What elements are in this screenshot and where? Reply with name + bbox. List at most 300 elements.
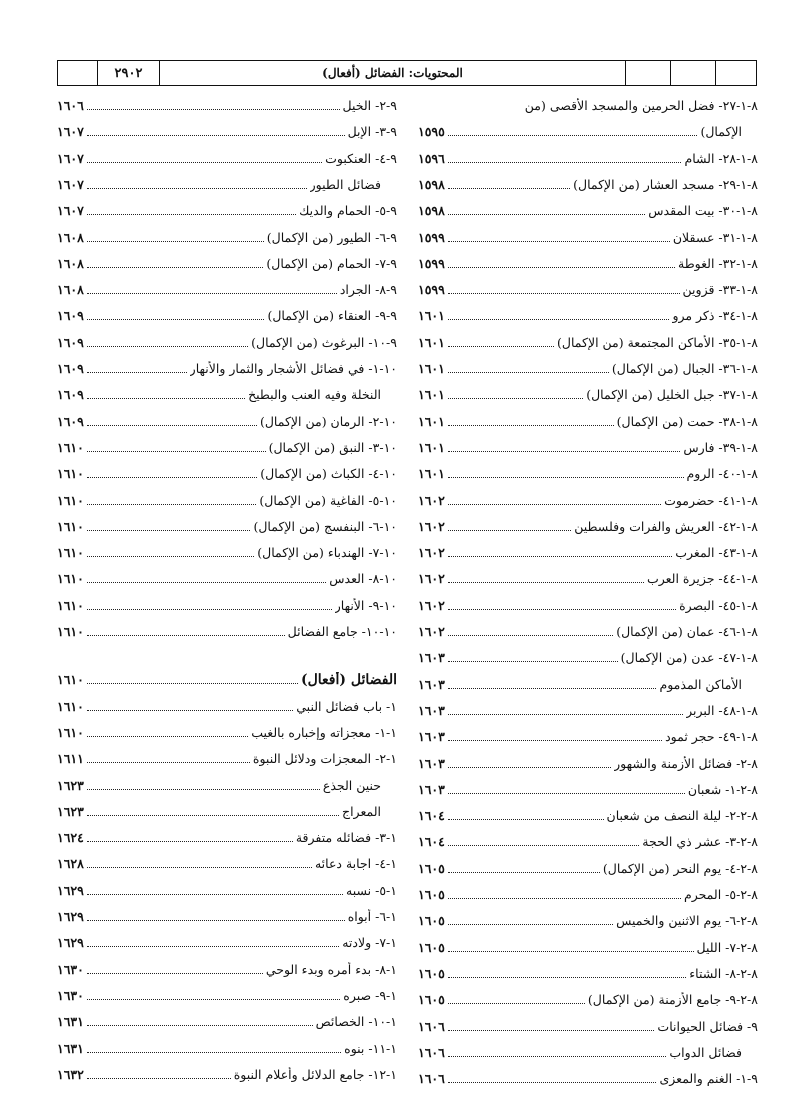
toc-entry-title: ١-٨- بدء أمره وبدء الوحي — [265, 961, 397, 977]
toc-entry-page: ١٦٢٣ — [57, 777, 84, 793]
toc-entry-page: ١٥٩٦ — [418, 150, 445, 166]
toc-entry-title: ٨-١-٣٠- بيت المقدس — [648, 203, 758, 219]
toc-entry-title: ٨-١-٤٩- حجر ثمود — [665, 729, 758, 745]
toc-entry-title: ٨-١-٤٢- العريش والفرات وفلسطين — [574, 518, 758, 534]
toc-entry-page: ١٦٠٩ — [57, 334, 84, 350]
toc-entry — [418, 410, 758, 430]
toc-entry-title: ٨-٢- فضائل الأزمنة والشهور — [614, 755, 758, 771]
toc-entry-title: المعراج — [342, 803, 381, 819]
toc-entry-page: ١٦٣١ — [57, 1040, 84, 1056]
toc-entry-title: ١-٤- اجابة دعائه — [314, 856, 397, 872]
toc-entry — [57, 515, 397, 535]
toc-entry-page: ١٦٠٦ — [57, 98, 84, 113]
toc-entry-page: ١٦٠٧ — [57, 124, 84, 140]
toc-entry-page: ١٦١٠ — [57, 492, 84, 508]
leader-dots — [448, 740, 662, 741]
toc-entry-page: ١٦١٠ — [57, 672, 84, 688]
toc-entry — [57, 852, 397, 872]
toc-entry-page: ١٥٩٩ — [418, 255, 445, 271]
toc-entry — [418, 673, 758, 693]
toc-entry — [57, 567, 397, 587]
toc-entry-page: ١٦١٠ — [57, 466, 84, 482]
toc-entry — [57, 489, 397, 509]
toc-entry-page: ١٦٠٩ — [57, 387, 84, 403]
toc-entry — [57, 120, 397, 140]
toc-entry — [57, 94, 397, 114]
toc-entry — [418, 699, 758, 719]
toc-entry-page: ١٦٢٤ — [57, 830, 84, 846]
leader-dots — [448, 425, 614, 426]
leader-dots — [87, 894, 343, 895]
toc-entry-title: ١-١- معجزاته وإخباره بالغيب — [251, 724, 397, 740]
leader-dots — [448, 1082, 657, 1083]
toc-entry-title: ٩-٥- الحمام والديك — [299, 203, 397, 219]
toc-entry — [57, 1063, 397, 1083]
toc-entry-title: ٩-٢- الخيل — [342, 98, 397, 113]
leader-dots — [87, 109, 340, 110]
toc-entry-page: ١٦١٠ — [57, 624, 84, 639]
toc-entry-page: ١٦٢٣ — [57, 803, 84, 819]
toc-entry-title: حنين الجذع — [322, 777, 381, 793]
toc-entry-title: ٨-١-٣٧- جبل الخليل (من الإكمال) — [586, 387, 758, 403]
page-title: المحتويات: الفضائل (أفعال) — [160, 61, 626, 85]
toc-entry-page: ١٦٠٥ — [418, 965, 445, 981]
toc-entry-page: ١٥٩٩ — [418, 229, 445, 245]
leader-dots — [448, 898, 681, 899]
toc-entry-page: ١٦٠١ — [418, 361, 445, 376]
toc-entry-title: ١- باب فضائل النبي — [296, 698, 397, 714]
toc-entry — [418, 515, 758, 535]
leader-dots — [448, 582, 644, 583]
toc-entry-page: ١٦١٠ — [57, 545, 84, 561]
leader-dots — [87, 973, 263, 974]
leader-dots — [448, 793, 685, 794]
toc-entry-page: ١٦٠٩ — [57, 413, 84, 429]
toc-entry — [57, 695, 397, 715]
leader-dots — [448, 1003, 585, 1004]
toc-entry — [418, 331, 758, 351]
toc-entry-title: الأماكن المذموم — [659, 676, 742, 692]
toc-entry-page: ١٦١٠ — [57, 439, 84, 455]
leader-dots — [448, 767, 611, 768]
toc-entry — [57, 905, 397, 925]
toc-entry — [57, 304, 397, 324]
toc-entry — [418, 304, 758, 324]
leader-dots — [448, 688, 657, 689]
toc-entry — [57, 383, 397, 403]
leader-dots — [448, 214, 645, 215]
toc-entry — [57, 594, 397, 614]
toc-entry-title: ٩-١٠- البرغوث (من الإكمال) — [251, 334, 397, 350]
toc-entry — [418, 1067, 758, 1087]
toc-entry — [418, 462, 758, 482]
toc-entry-title: ١٠-٥- الفاغية (من الإكمال) — [259, 492, 397, 508]
toc-entry — [57, 278, 397, 298]
toc-entry-title: ٨-١-٣٨- حمت (من الإكمال) — [616, 413, 758, 429]
toc-entry-page: ١٦٢٨ — [57, 856, 84, 872]
toc-entry-title: ٨-١-٣٤- ذكر مرو — [672, 308, 758, 324]
toc-entry — [57, 826, 397, 846]
leader-dots — [448, 661, 618, 662]
toc-entry — [57, 199, 397, 219]
leader-dots — [87, 683, 298, 684]
toc-entry-page: ١٦٠٢ — [418, 597, 445, 613]
header-cell-empty — [671, 61, 716, 85]
leader-dots — [87, 267, 264, 268]
toc-entry — [57, 252, 397, 272]
toc-entry-title: ٨-١-٣٢- الغوطة — [678, 255, 758, 271]
toc-entry — [57, 774, 397, 794]
toc-entry-page: ١٦٢٩ — [57, 909, 84, 924]
toc-entry-page: ١٦٠٨ — [57, 255, 84, 271]
page-header — [57, 60, 757, 86]
toc-entry-page: ١٦٠٤ — [418, 834, 445, 850]
toc-entry — [418, 830, 758, 850]
toc-entry — [418, 988, 758, 1008]
leader-dots — [448, 872, 600, 873]
toc-entry — [418, 278, 758, 298]
leader-dots — [87, 710, 293, 711]
leader-dots — [87, 425, 257, 426]
toc-entry-page: ١٦١٠ — [57, 571, 84, 587]
toc-entry-page: ١٦٠٢ — [418, 571, 445, 587]
toc-entry — [418, 147, 758, 167]
toc-entry-page: ١٥٩٨ — [418, 203, 445, 219]
toc-entry-page: ١٦٠٢ — [418, 492, 445, 508]
toc-entry-title: ٨-٢-٦- يوم الاثنين والخميس — [616, 913, 758, 929]
leader-dots — [87, 372, 187, 373]
toc-entry-page: ١٦٣٠ — [57, 987, 84, 1003]
leader-dots — [448, 504, 661, 505]
toc-entry-page: ١٦١٠ — [57, 724, 84, 740]
leader-dots — [448, 477, 684, 478]
toc-entry-title: ٨-٢-٨- الشتاء — [689, 965, 758, 981]
toc-entry — [418, 725, 758, 745]
leader-dots — [448, 241, 670, 242]
leader-dots — [448, 845, 639, 846]
toc-entry-page: ١٦٠١ — [418, 413, 445, 429]
toc-entry-title: ١٠-٤- الكباث (من الإكمال) — [260, 466, 397, 482]
leader-dots — [87, 815, 339, 816]
toc-entry-page: ١٦٣٢ — [57, 1066, 84, 1082]
toc-entry — [418, 567, 758, 587]
toc-entry-title: ٨-١-٣٦- الجبال (من الإكمال) — [611, 361, 758, 376]
toc-entry — [57, 800, 397, 820]
leader-dots — [87, 1025, 313, 1026]
toc-entry-title: ١-٢- المعجزات ودلائل النبوة — [252, 751, 397, 767]
leader-dots — [448, 398, 583, 399]
toc-entry — [418, 252, 758, 272]
header-cell-empty — [58, 61, 98, 85]
leader-dots — [87, 1052, 341, 1053]
toc-entry-title: ٨-٢-١- شعبان — [687, 781, 758, 797]
toc-entry-page: ١٦٠٥ — [418, 939, 445, 955]
leader-dots — [87, 789, 320, 790]
toc-entry-title: ٨-١-٤٦- عمان (من الإكمال) — [616, 624, 758, 639]
toc-entry-page: ١٦١٠ — [57, 597, 84, 613]
toc-entry — [57, 147, 397, 167]
toc-entry-title: ٨-٢-٧- الليل — [696, 939, 758, 955]
leader-dots — [448, 951, 694, 952]
toc-entry-page: ١٦٢٩ — [57, 882, 84, 898]
toc-entry-title: ١٠-٨- العدس — [329, 571, 397, 587]
toc-entry-page: ١٦٠١ — [418, 308, 445, 324]
leader-dots — [448, 267, 675, 268]
leader-dots — [448, 819, 604, 820]
leader-dots — [87, 398, 245, 399]
leader-dots — [448, 451, 681, 452]
toc-entry-title: ٨-١-٣١- عسقلان — [672, 229, 758, 245]
toc-entry — [418, 120, 758, 140]
leader-dots — [87, 504, 257, 505]
leader-dots — [87, 635, 285, 636]
toc-entry — [418, 646, 758, 666]
toc-column-right — [418, 92, 758, 1092]
toc-entry-page: ١٦٠٧ — [57, 176, 84, 192]
toc-entry-page: ١٦٠٨ — [57, 282, 84, 298]
toc-entry-page: ١٥٩٩ — [418, 282, 445, 298]
toc-entry — [57, 331, 397, 351]
toc-entry — [57, 541, 397, 561]
toc-entry — [418, 1041, 758, 1061]
toc-entry-title: ٨-١-٤٧- عدن (من الإكمال) — [620, 650, 758, 666]
toc-entry-page: ١٦٠٤ — [418, 808, 445, 824]
toc-entry-page: ١٦٢٩ — [57, 935, 84, 951]
toc-entry-title: ٨-٢-٩- جامع الأزمنة (من الإكمال) — [587, 992, 758, 1008]
toc-entry-title: ٨-٢-٢- ليلة النصف من شعبان — [606, 808, 758, 824]
toc-entry — [57, 462, 397, 482]
toc-entry — [418, 173, 758, 193]
toc-entry-title: ٩-٦- الطيور (من الإكمال) — [266, 229, 397, 245]
leader-dots — [448, 530, 571, 531]
toc-entry-title: ٨-١-٤٥- البصرة — [679, 597, 758, 613]
leader-dots — [87, 477, 257, 478]
toc-entry-page: ١٦٣١ — [57, 1014, 84, 1030]
toc-entry-title: ١-٣- فضائله متفرقة — [295, 830, 397, 846]
toc-entry-title: ٩-٨- الجراد — [339, 282, 397, 298]
toc-entry-title: ٩-٧- الحمام (من الإكمال) — [266, 255, 397, 271]
toc-entry-page: ١٦٠٢ — [418, 545, 445, 561]
header-cell-empty — [626, 61, 671, 85]
leader-dots — [448, 346, 554, 347]
toc-entry-page: ١٦٠١ — [418, 466, 445, 482]
leader-dots — [448, 714, 683, 715]
toc-entry-title: ١-٥- نسبه — [346, 882, 397, 898]
toc-entry — [57, 173, 397, 193]
toc-entry-title: ١٠-١- في فضائل الأشجار والثمار والأنهار — [189, 361, 397, 376]
toc-entry-title: ١-٦- أبواه — [347, 909, 397, 924]
leader-dots — [87, 293, 337, 294]
leader-dots — [448, 977, 686, 978]
leader-dots — [448, 635, 613, 636]
toc-entry-title: ٨-٢-٤- يوم النحر (من الإكمال) — [602, 860, 758, 876]
leader-dots — [87, 530, 251, 531]
leader-dots — [87, 188, 307, 189]
toc-entry — [418, 436, 758, 456]
toc-entry — [418, 909, 758, 929]
leader-dots — [87, 841, 293, 842]
leader-dots — [87, 346, 248, 347]
toc-entry-title: ١٠-٩- الأنهار — [334, 597, 397, 613]
leader-dots — [87, 609, 332, 610]
toc-entry-title: ١-٧- ولادته — [342, 935, 397, 951]
toc-entry — [57, 620, 397, 640]
leader-dots — [87, 946, 339, 947]
toc-entry-page: ١٦٠٨ — [57, 229, 84, 245]
toc-entry — [57, 357, 397, 377]
toc-entry-title: ١٠-١٠- جامع الفضائل — [287, 624, 397, 639]
toc-entry-title: ٨-٢-٣- عشر ذي الحجة — [642, 834, 758, 850]
toc-entry — [418, 541, 758, 561]
leader-dots — [448, 609, 676, 610]
toc-entry-title: ٩-٤- العنكبوت — [325, 150, 397, 166]
toc-entry-page: ١٦٠٩ — [57, 308, 84, 324]
toc-entry-page: ١٦٠١ — [418, 439, 445, 455]
leader-dots — [448, 188, 570, 189]
leader-dots — [448, 1030, 655, 1031]
toc-entry-title: ٨-١-٣٩- فارس — [683, 439, 758, 455]
toc-entry-page: ١٥٩٨ — [418, 176, 445, 192]
toc-entry-title: ٨-١-٤٠- الروم — [686, 466, 758, 482]
leader-dots — [448, 293, 680, 294]
toc-entry-page: ١٦١٠ — [57, 698, 84, 714]
toc-entry — [418, 752, 758, 772]
toc-entry-title: ٨-١-٤٤- جزيرة العرب — [646, 571, 758, 587]
toc-entry-title: ١-١١- بنوه — [344, 1040, 397, 1056]
toc-entry — [57, 879, 397, 899]
leader-dots — [87, 1078, 231, 1079]
toc-entry — [418, 962, 758, 982]
toc-entry — [418, 94, 758, 114]
toc-entry-title: ٨-١-٢٨- الشام — [684, 150, 758, 166]
toc-entry — [57, 721, 397, 741]
leader-dots — [87, 999, 340, 1000]
toc-entry-page: ١٦٠٦ — [418, 1018, 445, 1034]
toc-entry-page: ١٦٠٧ — [57, 203, 84, 219]
toc-entry-title: ٨-٢-٥- المحرم — [683, 887, 758, 902]
toc-entry — [418, 357, 758, 377]
toc-entry-title: ١٠-٧- الهندباء (من الإكمال) — [257, 545, 397, 561]
toc-entry-page: ١٦٠٢ — [418, 624, 445, 639]
toc-entry-page: ١٦٠٣ — [418, 650, 445, 666]
toc-entry-title: ١٠-٢- الرمان (من الإكمال) — [259, 413, 397, 429]
leader-dots — [87, 214, 296, 215]
toc-entry-title: ١٠-٦- البنفسج (من الإكمال) — [253, 518, 397, 534]
toc-entry-title: ٩-٩- العنقاء (من الإكمال) — [267, 308, 397, 324]
toc-entry-title: ٨-١-٤٨- البربر — [686, 702, 758, 718]
toc-entry — [418, 620, 758, 640]
toc-entry-page: ١٦٠١ — [418, 387, 445, 403]
toc-entry-page: ١٦٠٥ — [418, 860, 445, 876]
toc-entry — [57, 436, 397, 456]
toc-entry-title: ٨-١-٢٩- مسجد العشار (من الإكمال) — [573, 176, 758, 192]
leader-dots — [448, 924, 613, 925]
toc-entry — [57, 931, 397, 951]
toc-column-left — [57, 92, 397, 1092]
leader-dots — [448, 319, 670, 320]
toc-entry-title: ١٠-٣- النبق (من الإكمال) — [268, 439, 397, 455]
page-number: ٢٩٠٢ — [98, 61, 160, 85]
toc-entry-page: ١٦٠٦ — [418, 1071, 445, 1087]
leader-dots — [87, 736, 248, 737]
leader-dots — [448, 372, 609, 373]
toc-entry-page: ١٦١١ — [57, 751, 84, 767]
toc-entry-title: ٨-١-٣٥- الأماكن المجتمعة (من الإكمال) — [557, 334, 758, 350]
toc-entry-title: النخلة وفيه العنب والبطيخ — [248, 387, 381, 403]
toc-entry-page: ١٦١٠ — [57, 518, 84, 534]
toc-entry-page: ١٦٣٠ — [57, 961, 84, 977]
leader-dots — [87, 867, 312, 868]
toc-entry-title: ٨-١-٢٧- فضل الحرمين والمسجد الأقصى (من — [524, 98, 758, 113]
toc-entry-page: ١٦٠٣ — [418, 676, 445, 692]
toc-entry-page: ١٦٠١ — [418, 334, 445, 350]
toc-entry-title: الإكمال) — [700, 124, 742, 140]
leader-dots — [87, 556, 254, 557]
toc-entry-page: ١٦٠٦ — [418, 1044, 445, 1060]
leader-dots — [87, 920, 345, 921]
leader-dots — [87, 451, 266, 452]
leader-dots — [87, 762, 250, 763]
toc-entry-title: فضائل الدواب — [669, 1044, 742, 1060]
toc-entry — [57, 984, 397, 1004]
toc-entry-page: ١٦٠٢ — [418, 518, 445, 534]
leader-dots — [448, 162, 682, 163]
toc-entry-page: ١٦٠٥ — [418, 992, 445, 1008]
toc-entry-title: ٩-٣- الإبل — [347, 124, 397, 140]
toc-entry-title: ٩-١- الغنم والمعزى — [659, 1071, 758, 1087]
toc-entry-page: ١٦٠٧ — [57, 150, 84, 166]
toc-entry — [57, 1037, 397, 1057]
toc-entry — [418, 857, 758, 877]
toc-entry — [418, 778, 758, 798]
toc-entry — [57, 747, 397, 767]
toc-entry-title: ٩- فضائل الحيوانات — [657, 1018, 758, 1034]
toc-entry-title: ٨-١-٣٣- قزوين — [682, 282, 758, 298]
toc-entry-page: ١٦٠٣ — [418, 755, 445, 771]
toc-entry-title: ١-٩- صبره — [343, 987, 397, 1003]
toc-entry — [418, 1015, 758, 1035]
toc-entry-page: ١٦٠٣ — [418, 781, 445, 797]
toc-entry-page: ١٥٩٥ — [418, 124, 445, 140]
toc-entry-page: ١٦٠٥ — [418, 887, 445, 902]
leader-dots — [87, 319, 265, 320]
leader-dots — [87, 162, 322, 163]
leader-dots — [87, 582, 326, 583]
toc-entry — [418, 226, 758, 246]
toc-entry — [418, 936, 758, 956]
toc-entry — [57, 410, 397, 430]
leader-dots — [448, 135, 698, 136]
toc-entry — [57, 668, 397, 688]
toc-entry-title: ١-١٠- الخصائص — [315, 1014, 397, 1030]
toc-entry — [418, 489, 758, 509]
leader-dots — [448, 1056, 666, 1057]
toc-entry-page: ١٦٠٣ — [418, 729, 445, 745]
leader-dots — [448, 556, 672, 557]
toc-entry — [418, 804, 758, 824]
toc-entry — [418, 199, 758, 219]
toc-entry — [418, 383, 758, 403]
toc-entry-page: ١٦٠٣ — [418, 702, 445, 718]
toc-entry — [418, 883, 758, 903]
toc-entry — [57, 958, 397, 978]
toc-entry — [418, 594, 758, 614]
toc-entry — [57, 226, 397, 246]
leader-dots — [87, 135, 345, 136]
toc-entry-title: ٨-١-٤١- حضرموت — [664, 492, 758, 508]
leader-dots — [87, 241, 264, 242]
toc-entry — [57, 1010, 397, 1030]
